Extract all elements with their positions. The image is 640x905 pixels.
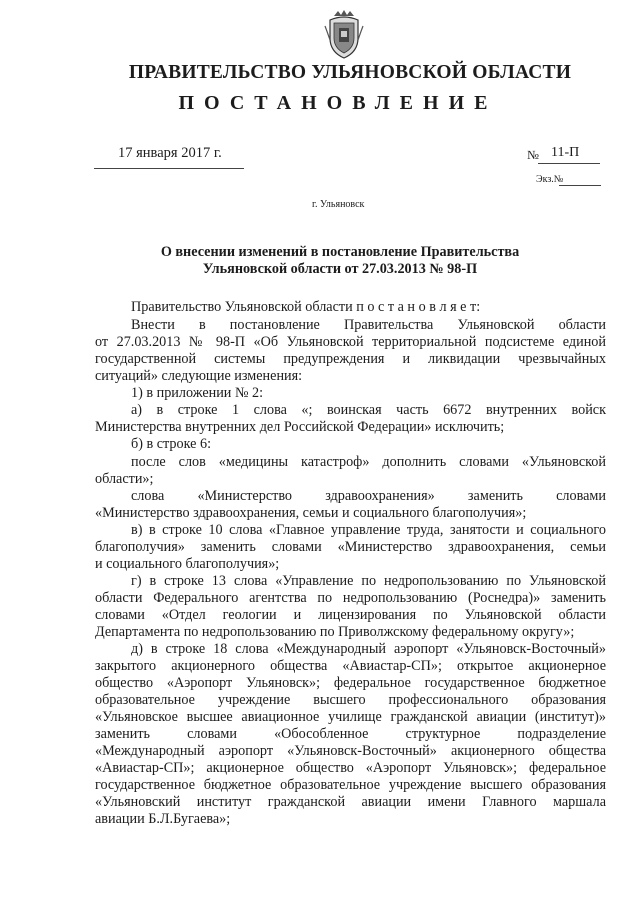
body-line: от 27.03.2013 № 98-П «Об Ульяновской территориальной подсистеме единой — [95, 334, 606, 350]
body-line: «Министерство здравоохранения, семьи и социального благополучия»; — [95, 505, 527, 521]
body-line: образовательное учреждение высшего профессионального образования — [95, 692, 606, 708]
item-a: а) в строке 1 слова «; воинская часть 6672 внутренних войск — [131, 402, 606, 418]
body-line: «Ульяновское высшее авиационное училище гражданской авиации (институт)» — [95, 709, 606, 725]
body-line: закрытого акционерного общества «Авиастар-СП»; открытое акционерное — [95, 658, 606, 674]
body-line: заменить словами «Обособленное структурное подразделение — [95, 726, 606, 742]
number-label: № — [527, 148, 539, 162]
body-line: государственное бюджетное образовательное учреждение высшего образования — [95, 777, 606, 793]
body-line: Департамента по недропользованию по Приволжскому федеральному округу»; — [95, 624, 575, 640]
item-g: г) в строке 13 слова «Управление по недропользованию по Ульяновской — [131, 573, 606, 589]
body-line: слова «Министерство здравоохранения» заменить словами — [131, 488, 606, 504]
item-1: 1) в приложении № 2: — [131, 385, 264, 401]
copy-number-label: Экз.№ — [536, 174, 564, 185]
heading-line-1: О внесении изменений в постановление Правительства — [160, 244, 520, 260]
body-line: «Ульяновский институт гражданской авиации имени Главного маршала — [95, 794, 606, 810]
preamble: Правительство Ульяновской области п о с т а н о в л я е т: — [131, 299, 481, 315]
body-line: и социального благополучия»; — [95, 556, 280, 572]
copy-number-underline — [559, 185, 601, 186]
body-line: «Авиастар-СП»; акционерное общество «Аэропорт Ульяновск»; федеральное — [95, 760, 606, 776]
body-line: авиации Б.Л.Бугаева»; — [95, 811, 231, 827]
document-date: 17 января 2017 г. — [118, 145, 222, 161]
city-label: г. Ульяновск — [312, 199, 365, 210]
document-type: ПОСТАНОВЛЕНИЕ — [178, 92, 498, 114]
body-line: общество «Аэропорт Ульяновск»; федеральное государственное бюджетное — [95, 675, 606, 691]
item-v: в) в строке 10 слова «Главное управление труда, занятости и социального — [131, 522, 606, 538]
date-underline — [94, 168, 244, 169]
body-line: после слов «медицины катастроф» дополнить словами «Ульяновской — [131, 454, 606, 470]
document-heading — [140, 244, 540, 278]
document-number: 11-П — [551, 145, 580, 160]
body-line: благополучия» заменить словами «Министерство здравоохранения, семьи — [95, 539, 606, 555]
heading-line-2: Ульяновской области от 27.03.2013 № 98-П — [202, 261, 478, 277]
body-line: ситуаций» следующие изменения: — [95, 368, 303, 384]
body-line: области Федерального агентства по недропользованию (Роснедра)» заменить — [95, 590, 606, 606]
item-b: б) в строке 6: — [131, 436, 212, 452]
body-line: области»; — [95, 471, 154, 487]
body-line: Внести в постановление Правительства Ульяновской области — [131, 317, 606, 333]
number-underline — [538, 163, 600, 164]
body-line: «Международный аэропорт «Ульяновск-Восточный» акционерного общества — [95, 743, 606, 759]
body-line: словами «Отдел геологии и лицензирования по Ульяновской области — [95, 607, 606, 623]
coat-of-arms-icon — [324, 8, 364, 60]
organization-title: ПРАВИТЕЛЬСТВО УЛЬЯНОВСКОЙ ОБЛАСТИ — [128, 62, 572, 83]
body-line: государственной системы предупреждения и ликвидации чрезвычайных — [95, 351, 606, 367]
item-d: д) в строке 18 слова «Международный аэропорт «Ульяновск-Восточный» — [131, 641, 606, 657]
body-line: Министерства внутренних дел Российской Федерации» исключить; — [95, 419, 505, 435]
